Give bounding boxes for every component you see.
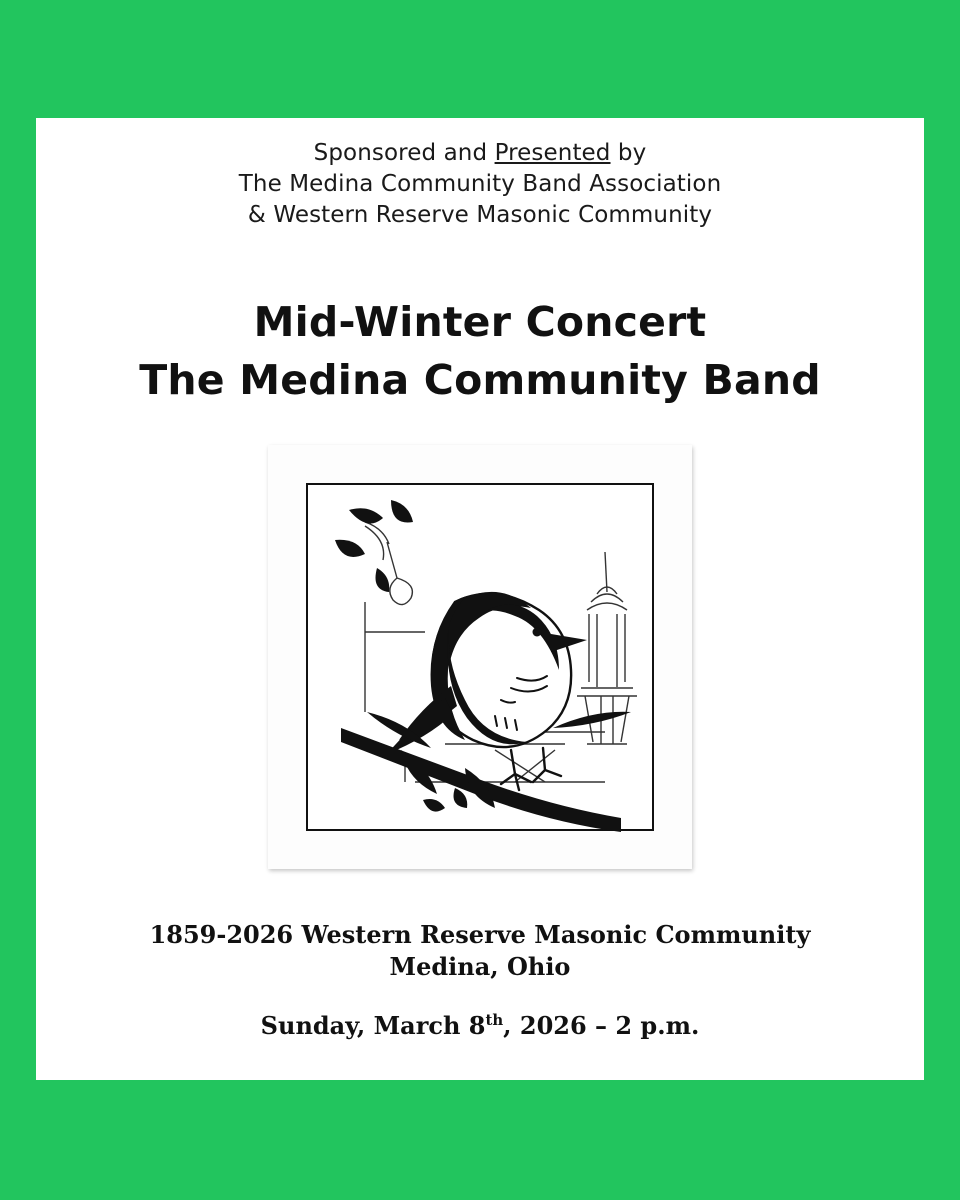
- date-ordinal: th: [485, 1011, 504, 1029]
- venue-line-2: Medina, Ohio: [389, 952, 571, 981]
- sponsor-block: [239, 138, 722, 231]
- venue-block: [150, 919, 811, 983]
- sponsor-presented-emphasis: Presented: [494, 140, 611, 166]
- event-datetime: [261, 1011, 700, 1040]
- sponsor-suffix: by: [610, 140, 647, 166]
- artwork-container: [268, 445, 692, 869]
- venue-line-1: 1859-2026 Western Reserve Masonic Community: [149, 920, 811, 949]
- date-prefix: Sunday, March 8: [260, 1011, 486, 1040]
- poster-sheet: [36, 118, 924, 1080]
- sponsor-prefix: Sponsored and: [313, 140, 495, 166]
- page-title: [139, 293, 821, 409]
- date-suffix: , 2026 – 2 p.m.: [503, 1011, 700, 1040]
- sponsor-line-2: The Medina Community Band Association: [238, 171, 722, 197]
- title-line-1: Mid-Winter Concert: [253, 298, 707, 346]
- title-line-2: The Medina Community Band: [139, 356, 821, 404]
- sponsor-line-1: [239, 138, 722, 169]
- bird-on-branch-illustration: [305, 482, 655, 832]
- sponsor-line-3: & Western Reserve Masonic Community: [247, 202, 713, 228]
